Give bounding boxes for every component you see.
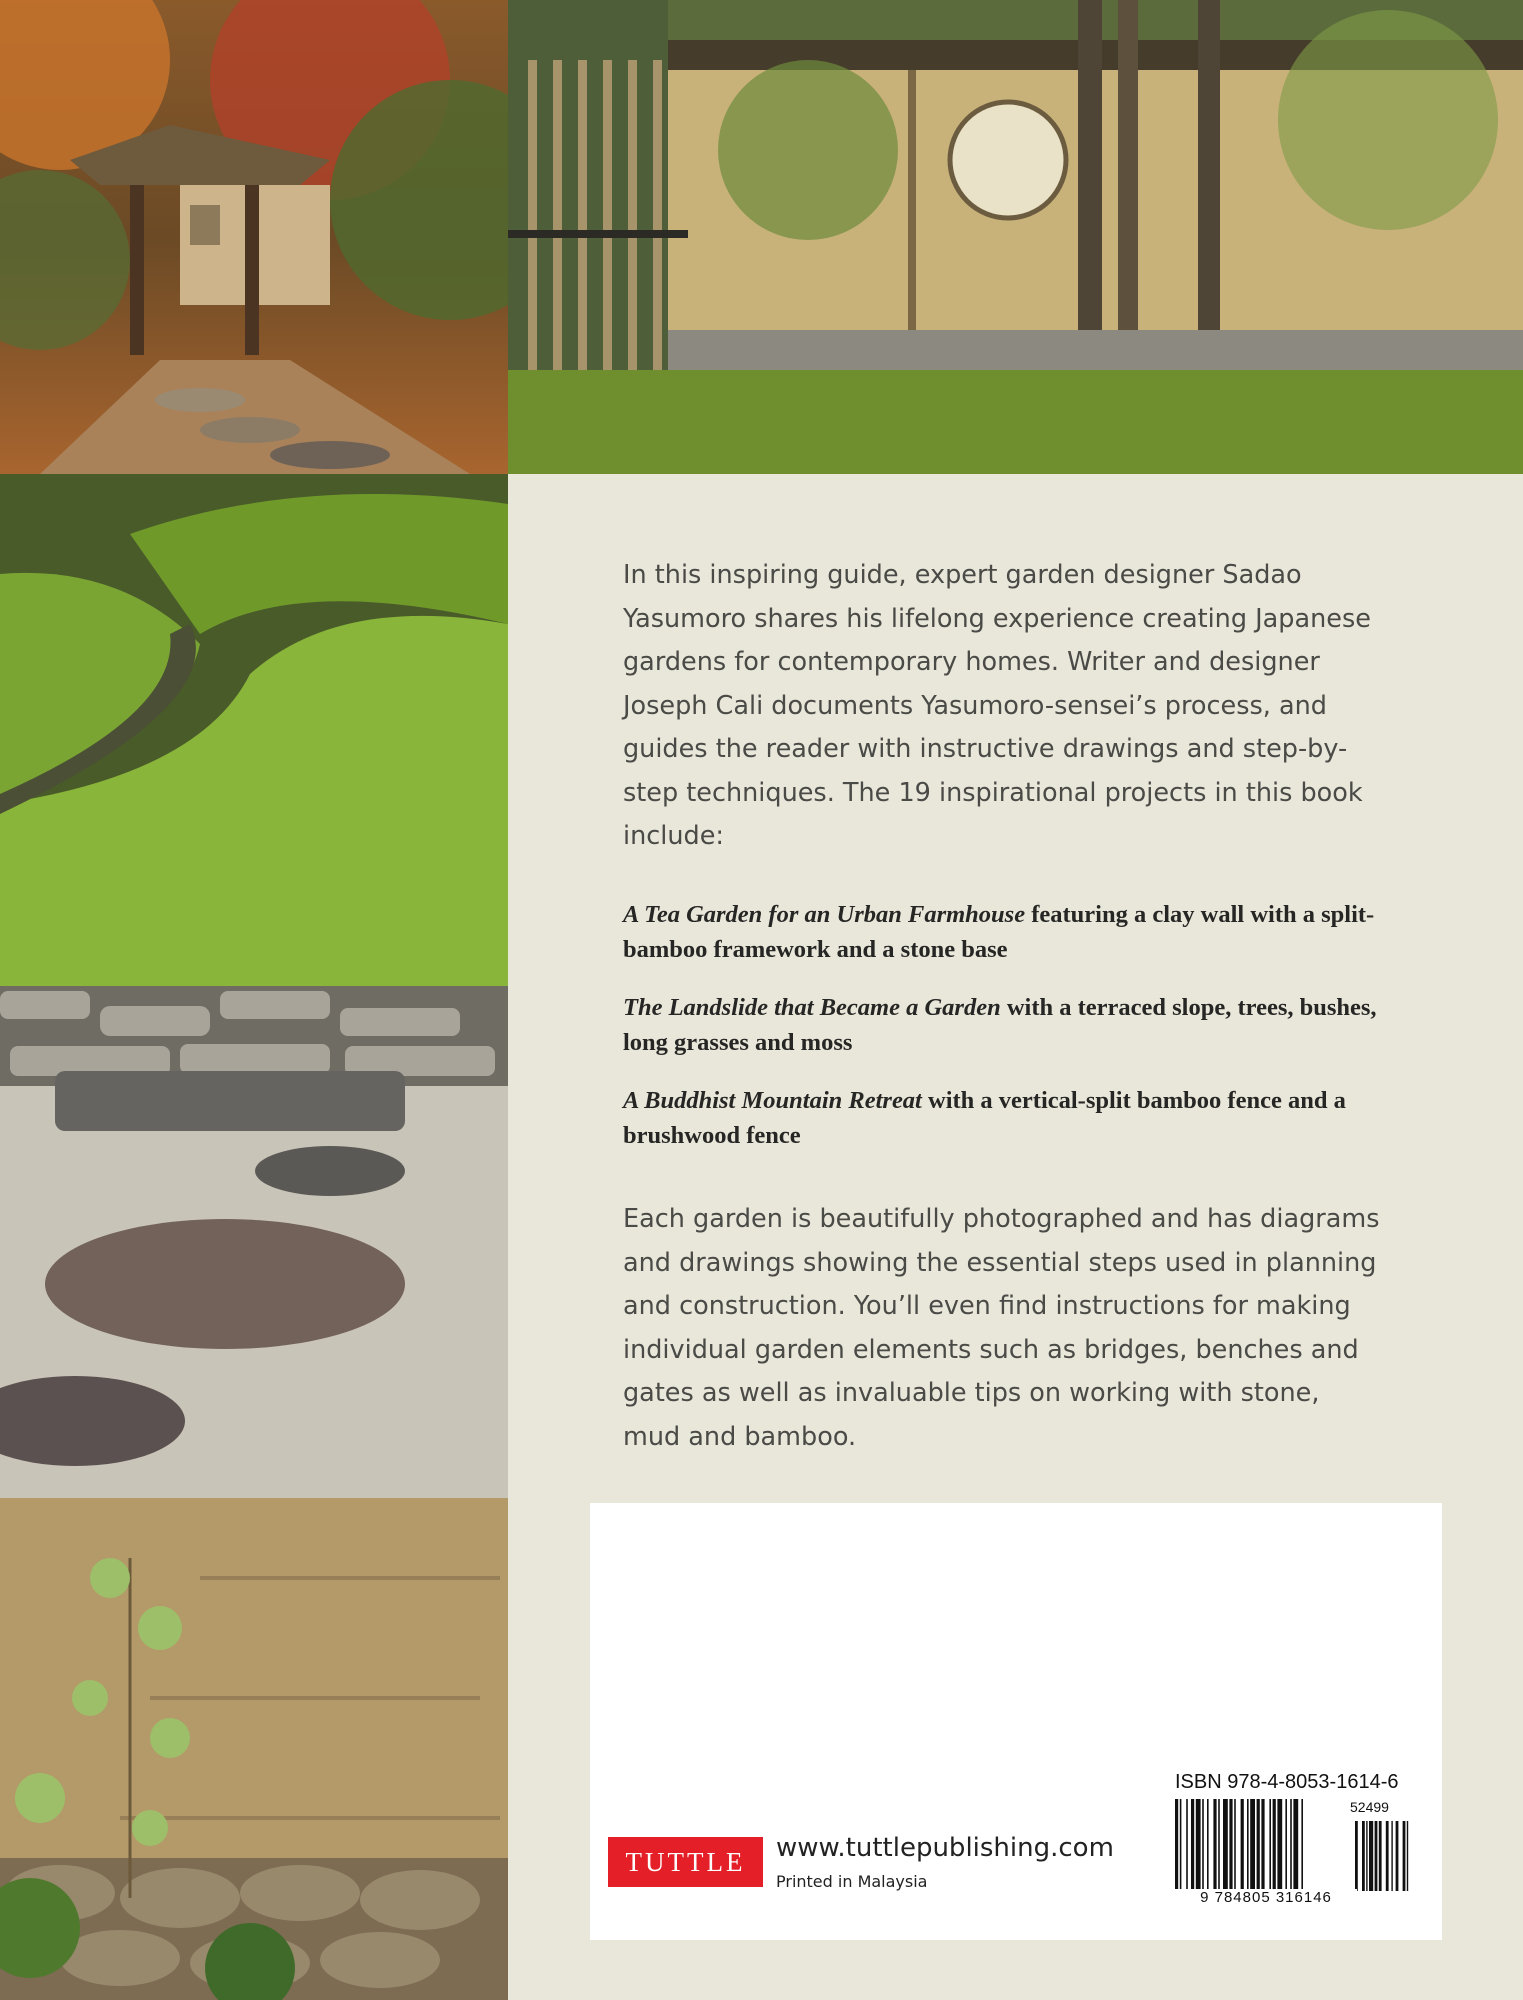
publisher-website[interactable]: www.tuttlepublishing.com xyxy=(776,1833,1114,1863)
project-title: The Landslide that Became a Garden xyxy=(623,994,1001,1021)
project-item xyxy=(623,990,1403,1060)
photo-bamboo-fence-round-window xyxy=(508,0,1523,474)
photo-clay-wall-with-stone-base xyxy=(0,1498,508,2000)
tuttle-logo: TUTTLE xyxy=(608,1837,763,1887)
publisher-box xyxy=(590,1503,1442,1940)
closing-paragraph: Each garden is beautifully photographed and has diagrams and drawings showing the essential steps used in planning and construction. You’ll even find instructions for making individual garden elements such as bridges, benches and gates as well as invaluable tips on working with stone, mud and bamboo. xyxy=(623,1204,1380,1452)
project-item xyxy=(623,897,1403,967)
photo-stepping-stones-on-gravel xyxy=(0,986,508,1498)
project-description: with a vertical-split bamboo fence and a brushwood fence xyxy=(623,1087,1346,1149)
project-description: with a terraced slope, trees, bushes, long grasses and moss xyxy=(623,994,1377,1056)
project-description: featuring a clay wall with a split-bamboo framework and a stone base xyxy=(623,901,1375,963)
barcode-digits: 9 784805 316146 xyxy=(1175,1889,1357,1906)
intro-paragraph: In this inspiring guide, expert garden designer Sadao Yasumoro shares his lifelong experience creating Japanese gardens for contemporary homes. Writer and designer Joseph Cali documents Yasumoro-sensei’s process, and guides the reader with instructive drawings and step-by-step techniques. The 19 inspirational projects in this book include: xyxy=(623,560,1371,851)
photo-teahouse-autumn-gate xyxy=(0,0,508,474)
printed-in-note: Printed in Malaysia xyxy=(776,1872,928,1891)
price-code: 52499 xyxy=(1350,1799,1389,1815)
isbn-label: ISBN 978-4-8053-1614-6 xyxy=(1175,1771,1399,1793)
project-item xyxy=(623,1083,1403,1153)
project-title: A Tea Garden for an Urban Farmhouse xyxy=(623,901,1026,928)
project-title: A Buddhist Mountain Retreat xyxy=(623,1087,922,1114)
photo-clipped-azalea-hedges xyxy=(0,474,508,986)
project-list xyxy=(623,897,1403,1176)
